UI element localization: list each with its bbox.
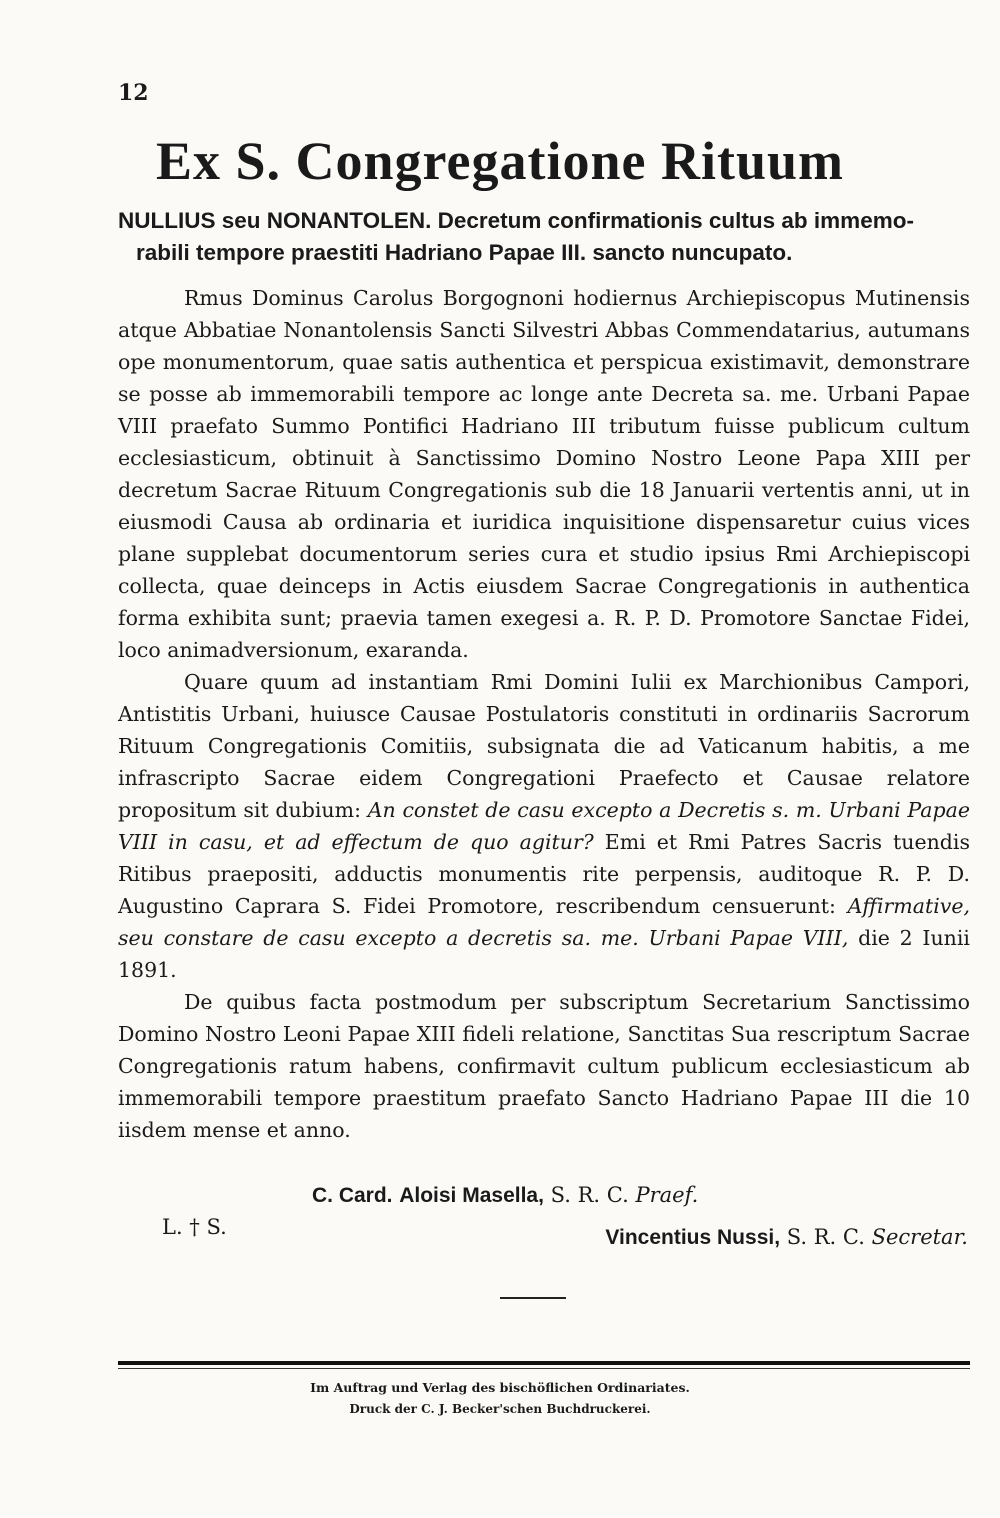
page-title: Ex S. Congregatione Rituum [155, 131, 845, 191]
footer-rule-thin [118, 1368, 970, 1369]
signature-prefect-name: Aloisi Masella, [399, 1184, 544, 1207]
signature-secretary-name: Vincentius Nussi, [605, 1226, 781, 1249]
dubium-question: An constet de casu excepto a Decretis s. m. Urbani Papae VIII in casu, et ad effectum de quo agitur? [118, 798, 970, 854]
decree-body [118, 282, 970, 1146]
signature-secretary-role: Secretar. [871, 1225, 968, 1249]
decree-heading [118, 205, 970, 269]
paragraph-2-middle: Emi et Rmi Patres Sacris tuendis Ritibus praepositi, adductis monumentis rite perpensis, auditoque R. P. D. Augustino Caprara S. Fidei Promotore, rescribendum censuerunt: [118, 830, 970, 918]
imprint-line-2: Druck der C. J. Becker'schen Buchdruckerei. [349, 1402, 651, 1416]
signature-prefect-role: Praef. [635, 1183, 699, 1207]
rescript-answer: Affirmative, seu constare de casu excepto a decretis sa. me. Urbani Papae VIII, [118, 894, 970, 950]
footer-rule-thick [118, 1361, 970, 1365]
imprint-line-1: Im Auftrag und Verlag des bischöflichen Ordinariates. [310, 1380, 690, 1395]
signature-secretary-suffix: S. R. C. [786, 1225, 865, 1249]
short-divider [500, 1297, 566, 1299]
signature-prefect-prefix: C. Card. [312, 1184, 393, 1207]
signature-prefect [312, 1183, 698, 1208]
seal-mark: L. † S. [162, 1215, 227, 1239]
paragraph-3: De quibus facta postmodum per subscriptum Secretarium Sanctissimo Domino Nostro Leoni Papae XIII fideli relatione, Sanctitas Sua rescriptum Sacrae Congregationis ratum habens, confirmavit cultum publicum ecclesiasticum ab immemorabili tempore praestitum praefato Sancto Hadriano Papae III die 10 iisdem mense et anno. [118, 990, 970, 1142]
paragraph-2-date: die 2 Iunii 1891. [118, 926, 970, 982]
paragraph-2 [118, 666, 970, 986]
paragraph-1: Rmus Dominus Carolus Borgognoni hodiernus Archiepiscopus Mutinensis atque Abbatiae Nonantolensis Sancti Silvestri Abbas Commendatarius, autumans ope monumentorum, quae satis authentica et perspicua existimavit, demonstrare se posse ab immemorabili tempore ac longe ante Decreta sa. me. Urbani Papae VIII praefato Summo Pontifici Hadriano III tributum fuisse publicum cultum ecclesiasticum, obtinuit à Sanctissimo Domino Nostro Leone Papa XIII per decretum Sacrae Rituum Congregationis sub die 18 Januarii vertentis anni, ut in eiusmodi Causa ab ordinaria et iuridica inquisitione dispensaretur cuius vices plane supplebat documentorum series cura et studio ipsius Rmi Archiepiscopi collecta, quae deinceps in Actis eiusdem Sacrae Congregationis in authentica forma exhibita sunt; praevia tamen exegesi a. R. P. D. Promotore Sanctae Fidei, loco animadversionum, exaranda. [118, 286, 970, 662]
paragraph-2-intro: Quare quum ad instantiam Rmi Domini Iulii ex Marchionibus Campori, Antistitis Urbani, huiusce Causae Postulatoris constituti in ordinariis Sacrorum Rituum Congregationis Comitiis, subsignata die ad Vaticanum habitis, a me infrascripto Sacrae eidem Congregationi Praefecto et Causae relatore propositum sit dubium: [118, 670, 970, 822]
page-number: 12 [118, 80, 149, 106]
decree-heading-line-2: rabili tempore praestiti Hadriano Papae III. sancto nuncupato. [136, 240, 793, 265]
decree-heading-line-1: NULLIUS seu NONANTOLEN. Decretum confirmationis cultus ab immemo- [118, 208, 914, 233]
signature-secretary [605, 1225, 968, 1250]
signature-block [0, 1183, 1000, 1273]
signature-prefect-suffix: S. R. C. [550, 1183, 629, 1207]
